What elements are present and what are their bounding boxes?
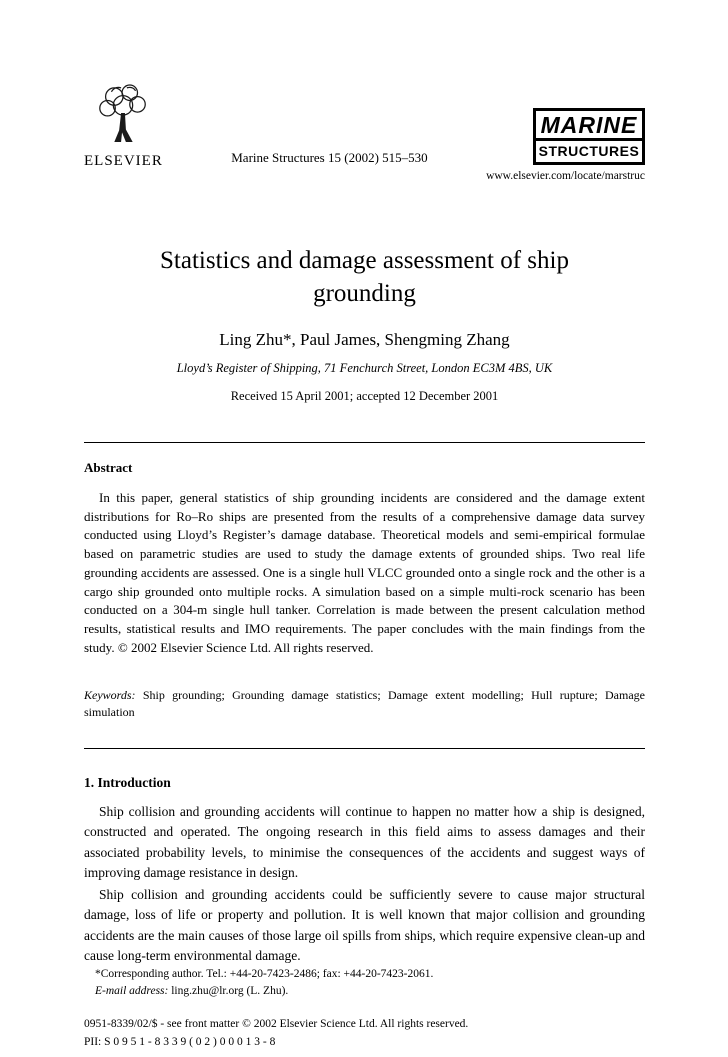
publisher-label: ELSEVIER: [84, 153, 163, 169]
logo-word-marine: MARINE: [533, 108, 645, 141]
journal-header: [84, 82, 645, 182]
footnote-block: [84, 966, 645, 999]
introduction-paragraph-1: Ship collision and grounding accidents will continue to happen no matter how a ship is designed, constructed and operated. The ongoing research in this field aims to assess damages and their associated probability levels, to minimise the consequences of the accidents and suggest ways of improving damage resistance in design.: [84, 804, 645, 880]
authors-line: Ling Zhu*, Paul James, Shengming Zhang: [219, 330, 510, 349]
divider-below-keywords: [84, 748, 645, 749]
divider-above-abstract: [84, 442, 645, 443]
marine-structures-logo: [533, 108, 645, 165]
article-title-line2: grounding: [313, 280, 416, 307]
journal-logo-block: [486, 108, 645, 182]
affiliation-line: Lloyd’s Register of Shipping, 71 Fenchurch Street, London EC3M 4BS, UK: [176, 361, 553, 375]
email-label: E-mail address:: [95, 984, 169, 997]
section-heading-introduction: 1. Introduction: [84, 775, 171, 791]
footer-block: [84, 1016, 645, 1051]
keywords-line: [84, 687, 645, 721]
footer-pii-line: PII: S 0 9 5 1 - 8 3 3 9 ( 0 2 ) 0 0 0 1 3 - 8: [84, 1035, 276, 1048]
introduction-paragraph-2: Ship collision and grounding accidents could be sufficiently severe to cause major structural damage, loss of life or property and pollution. It is well known that major collision and grounding accidents are the main causes of those large oil spills from ships, which require expensive clean-up and cause long-term environmental damage.: [84, 887, 645, 963]
keywords-label: Keywords:: [84, 688, 136, 703]
elsevier-tree-icon: [94, 82, 152, 151]
abstract-text: In this paper, general statistics of ship grounding incidents are considered and the damage extent distributions for Ro–Ro ships are presented from the results of a comprehensive damage data survey conducted using Lloyd’s Register’s damage database. Theoretical models and semi-empirical formulae based on parametric studies are used to study the damage extents of grounded ships. Two real life grounding accidents are assessed. One is a single hull VLCC grounded onto a single rock and the other is a cargo ship grounded onto multiple rocks. A simulation based on a simple multi-rock scenario has been conducted on a 304-m single hull tanker. Correlation is made between the present calculation method results, statistical results and IMO requirements. The paper concludes with the main findings from the study. © 2002 Elsevier Science Ltd. All rights reserved.: [84, 490, 645, 655]
received-dates: Received 15 April 2001; accepted 12 December 2001: [230, 389, 499, 403]
journal-url: www.elsevier.com/locate/marstruc: [486, 170, 645, 182]
email-note: [84, 983, 645, 1000]
footer-issn-line: 0951-8339/02/$ - see front matter © 2002 Elsevier Science Ltd. All rights reserved.: [84, 1018, 469, 1031]
elsevier-logo: [84, 82, 163, 170]
article-title-line1: Statistics and damage assessment of ship: [160, 247, 569, 274]
journal-reference: Marine Structures 15 (2002) 515–530: [231, 150, 428, 165]
logo-word-structures: STRUCTURES: [533, 141, 645, 165]
abstract-heading: Abstract: [84, 460, 133, 475]
article-title: [84, 244, 645, 310]
keywords-text: Ship grounding; Grounding damage statistics; Damage extent modelling; Hull rupture; Damage simulation: [84, 688, 645, 720]
email-address: ling.zhu@lr.org (L. Zhu).: [168, 984, 289, 997]
corresponding-author-note: *Corresponding author. Tel.: +44-20-7423-2486; fax: +44-20-7423-2061.: [95, 968, 434, 981]
